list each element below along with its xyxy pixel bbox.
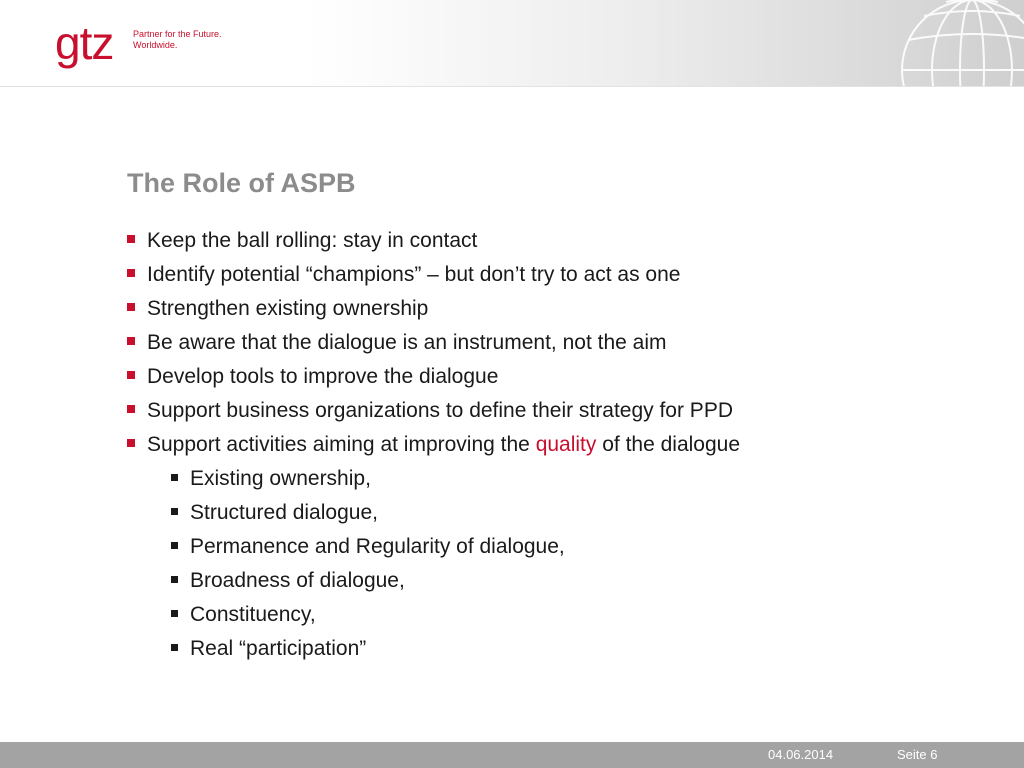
- bullet-text-after: of the dialogue: [596, 433, 741, 456]
- square-bullet-icon: [127, 337, 135, 345]
- square-bullet-icon: [127, 303, 135, 311]
- bullet-text: Support business organizations to define their strategy for PPD: [147, 399, 733, 422]
- sub-bullet-text: Constituency,: [190, 603, 316, 626]
- sub-bullet-item: [127, 632, 740, 666]
- slide-footer: [0, 742, 1024, 768]
- sub-bullet-text: Permanence and Regularity of dialogue,: [190, 535, 565, 558]
- bullet-item: [127, 292, 740, 326]
- bullet-item: [127, 394, 740, 428]
- sub-bullet-item: [127, 598, 740, 632]
- bullet-item: [127, 360, 740, 394]
- square-bullet-icon: [127, 439, 135, 447]
- square-bullet-icon: [171, 644, 178, 651]
- bullet-text: Keep the ball rolling: stay in contact: [147, 229, 478, 252]
- bullet-list: [127, 224, 740, 666]
- globe-icon: [884, 0, 1024, 86]
- bullet-item: [127, 428, 740, 462]
- slide-title: The Role of ASPB: [127, 168, 356, 198]
- footer-date: 04.06.2014: [768, 747, 834, 762]
- bullet-text: Identify potential “champions” – but don’t try to act as one: [147, 263, 681, 286]
- sub-bullet-text: Broadness of dialogue,: [190, 569, 405, 592]
- logo-tagline: [133, 29, 222, 51]
- sub-bullet-text: Existing ownership,: [190, 467, 371, 490]
- square-bullet-icon: [171, 576, 178, 583]
- bullet-text: Be aware that the dialogue is an instrument, not the aim: [147, 331, 667, 354]
- gtz-logo: gtz: [55, 17, 114, 69]
- sub-bullet-item: [127, 530, 740, 564]
- sub-bullet-item: [127, 564, 740, 598]
- bullet-text-before: Support activities aiming at improving the: [147, 433, 536, 456]
- tagline-line-1: Partner for the Future.: [133, 29, 222, 39]
- sub-bullet-text: Structured dialogue,: [190, 501, 378, 524]
- square-bullet-icon: [171, 610, 178, 617]
- square-bullet-icon: [171, 508, 178, 515]
- bullet-item: [127, 326, 740, 360]
- square-bullet-icon: [171, 542, 178, 549]
- bullet-item: [127, 258, 740, 292]
- bullet-text: Strengthen existing ownership: [147, 297, 429, 320]
- bullet-highlight-quality: quality: [535, 433, 597, 456]
- square-bullet-icon: [127, 269, 135, 277]
- square-bullet-icon: [127, 371, 135, 379]
- sub-bullet-item: [127, 496, 740, 530]
- sub-bullet-item: [127, 462, 740, 496]
- footer-page-number: Seite 6: [897, 747, 938, 762]
- bullet-item: [127, 224, 740, 258]
- sub-bullet-text: Real “participation”: [190, 637, 367, 660]
- square-bullet-icon: [171, 474, 178, 481]
- square-bullet-icon: [127, 405, 135, 413]
- slide-header: [0, 0, 1024, 87]
- square-bullet-icon: [127, 235, 135, 243]
- tagline-line-2: Worldwide.: [133, 40, 178, 50]
- bullet-text: Develop tools to improve the dialogue: [147, 365, 499, 388]
